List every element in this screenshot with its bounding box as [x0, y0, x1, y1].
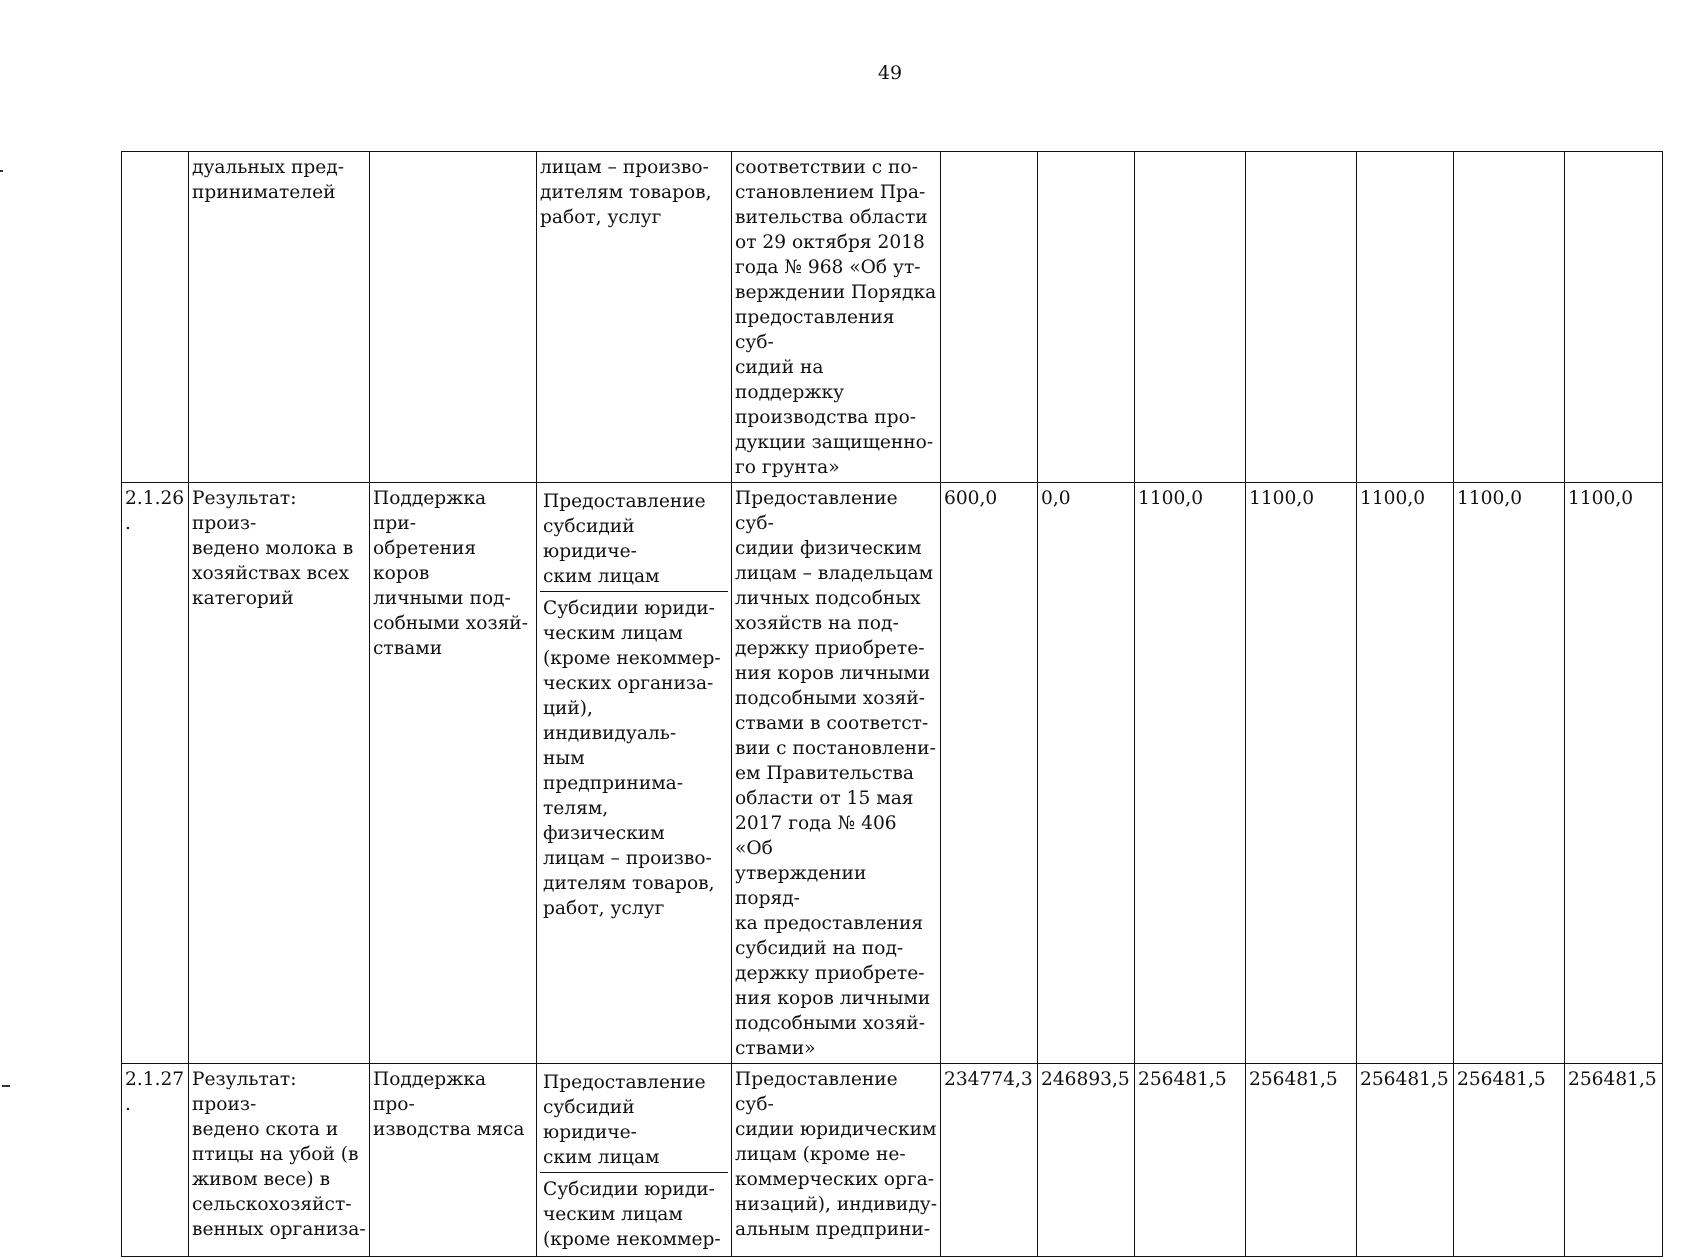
value-cell: 256481,5: [1135, 1064, 1246, 1257]
value-cell: [1565, 152, 1663, 483]
value-cell: [1038, 152, 1135, 483]
value-cell: [1135, 152, 1246, 483]
result-cell: Результат: произ- ведено молока в хозяйствах всех категорий: [189, 483, 370, 1064]
recipient-cell: [537, 1064, 732, 1257]
value-cell: 1100,0: [1454, 483, 1565, 1064]
table-row: [122, 152, 1663, 483]
value-cell: 1100,0: [1357, 483, 1454, 1064]
row-id: 2.1.27.: [122, 1064, 189, 1257]
page-number: 49: [877, 62, 903, 84]
recipient-cell: [537, 483, 732, 1064]
recipient-description: Субсидии юриди- ческим лицам (кроме некоммер-: [543, 1179, 721, 1250]
row-id: [122, 152, 189, 483]
value-cell: 256481,5: [1246, 1064, 1357, 1257]
event-cell: [370, 152, 537, 483]
table-row: [122, 483, 1663, 1064]
table-row: [122, 1064, 1663, 1257]
event-cell: Поддержка про- изводства мяса: [370, 1064, 537, 1257]
value-cell: [941, 152, 1038, 483]
scan-mark: [0, 170, 3, 172]
value-cell: 1100,0: [1135, 483, 1246, 1064]
value-cell: 600,0: [941, 483, 1038, 1064]
value-cell: 234774,3: [941, 1064, 1038, 1257]
value-cell: 256481,5: [1565, 1064, 1663, 1257]
scan-mark: [2, 1085, 10, 1087]
recipient-description: Субсидии юриди- ческим лицам (кроме некоммер- ческих организа- ций), индивидуаль- ным предпринима- телям, физическим лицам – произво- дителям товаров, работ, услуг: [543, 598, 721, 919]
recipient-type: Предоставление субсидий юридиче- ским лицам: [540, 1067, 728, 1173]
value-cell: [1357, 152, 1454, 483]
value-cell: 0,0: [1038, 483, 1135, 1064]
value-cell: [1246, 152, 1357, 483]
recipient-cell: лицам – произво- дителям товаров, работ, услуг: [537, 152, 732, 483]
event-cell: Поддержка при- обретения коров личными под- собными хозяй- ствами: [370, 483, 537, 1064]
value-cell: 256481,5: [1454, 1064, 1565, 1257]
budget-table: [121, 151, 1663, 1257]
basis-cell: Предоставление суб- сидии физическим лицам – владельцам личных подсобных хозяйств на под- держку приобрете- ния коров личными подсобными хозяй- ствами в соответст- вии с постановлени- ем Правительства области от 15 мая 2017 года № 406 «Об утверждении поряд- ка предоставления субсидий на под- держку приобрете- ния коров личными подсобными хозяй- ствами»: [732, 483, 941, 1064]
result-cell: Результат: произ- ведено скота и птицы на убой (в живом весе) в сельскохозяйст- венных организа-: [189, 1064, 370, 1257]
basis-cell: Предоставление суб- сидии юридическим лицам (кроме не- коммерческих орга- низаций), индивиду- альным предприни-: [732, 1064, 941, 1257]
row-id: 2.1.26.: [122, 483, 189, 1064]
value-cell: [1454, 152, 1565, 483]
value-cell: 1100,0: [1246, 483, 1357, 1064]
basis-cell: соответствии с по- становлением Пра- вительства области от 29 октября 2018 года № 968 «Об ут- верждении Порядка предоставления суб- сидий на поддержку производства про- дукции защищенно- го грунта»: [732, 152, 941, 483]
value-cell: 1100,0: [1565, 483, 1663, 1064]
result-cell: дуальных пред- принимателей: [189, 152, 370, 483]
value-cell: 256481,5: [1357, 1064, 1454, 1257]
recipient-type: Предоставление субсидий юридиче- ским лицам: [540, 486, 728, 592]
value-cell: 246893,5: [1038, 1064, 1135, 1257]
